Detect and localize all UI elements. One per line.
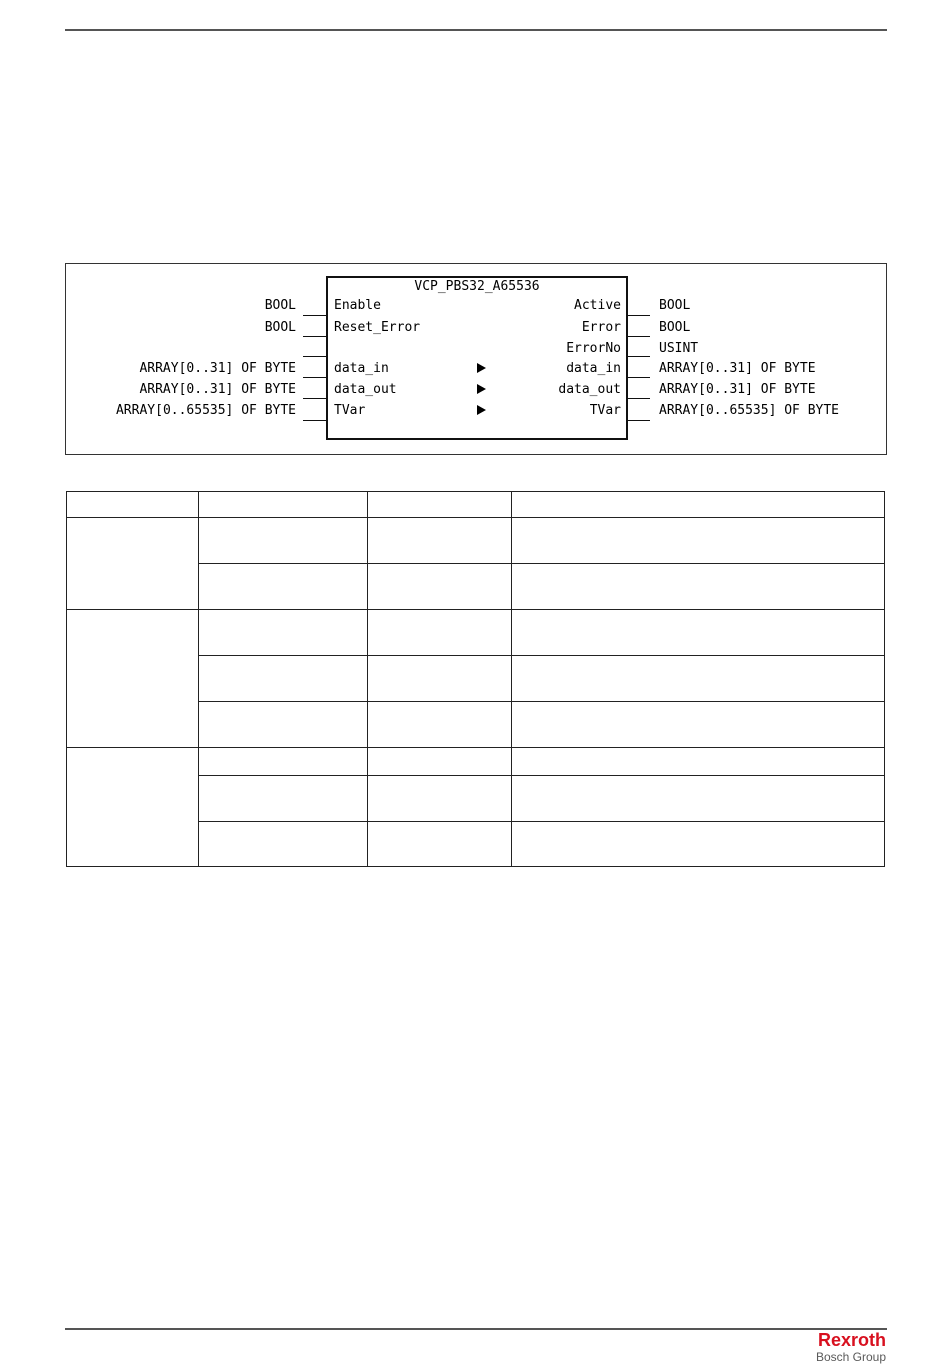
table-cell — [199, 776, 368, 822]
input-pin-line — [303, 336, 326, 337]
table-cell — [512, 702, 885, 748]
input-type-reset-error: BOOL — [264, 320, 296, 335]
table-cell — [512, 822, 885, 867]
output-pin-line — [628, 420, 650, 421]
table-cell — [368, 564, 512, 610]
table-header-cell — [512, 492, 885, 518]
table-cell — [512, 748, 885, 776]
output-pin-line — [628, 377, 650, 378]
output-pin-error: Error — [581, 320, 621, 335]
output-pin-line — [628, 356, 650, 357]
output-type-errorno: USINT — [659, 341, 699, 356]
table-row — [67, 518, 885, 564]
function-block-title: VCP_PBS32_A65536 — [414, 279, 540, 294]
table-cell — [512, 776, 885, 822]
table-header-cell — [67, 492, 199, 518]
output-pin-line — [628, 336, 650, 337]
output-pin-tvar: TVar — [589, 403, 621, 418]
input-pin-reset-error: Reset_Error — [334, 320, 421, 335]
in-out-arrow-icon — [477, 384, 486, 394]
input-pin-enable: Enable — [334, 298, 381, 313]
table-cell — [199, 748, 368, 776]
input-pin-line — [303, 377, 326, 378]
logo-brand: Rexroth — [817, 1330, 886, 1350]
table-header-row — [67, 492, 885, 518]
table-cell — [368, 776, 512, 822]
table-cell — [368, 822, 512, 867]
input-pin-line — [303, 315, 326, 316]
table-row — [67, 748, 885, 776]
output-type-error: BOOL — [659, 320, 691, 335]
table-cell — [199, 518, 368, 564]
table-header-cell — [199, 492, 368, 518]
table-cell — [512, 656, 885, 702]
rexroth-logo — [816, 1330, 886, 1364]
output-pin-line — [628, 398, 650, 399]
output-type-data-out: ARRAY[0..31] OF BYTE — [659, 382, 816, 397]
table-cell — [368, 518, 512, 564]
output-pin-active: Active — [574, 298, 621, 313]
parameter-table — [66, 491, 885, 867]
in-out-arrow-icon — [477, 405, 486, 415]
table-cell — [199, 702, 368, 748]
table-cell — [199, 610, 368, 656]
input-type-tvar: ARRAY[0..65535] OF BYTE — [115, 403, 296, 418]
table-header-cell — [368, 492, 512, 518]
table-cell — [199, 564, 368, 610]
logo-group: Bosch Group — [815, 1350, 886, 1364]
input-type-data-in: ARRAY[0..31] OF BYTE — [139, 361, 296, 376]
table-cell — [368, 748, 512, 776]
input-pin-line — [303, 356, 326, 357]
table-row — [67, 610, 885, 656]
table-cell — [368, 702, 512, 748]
output-type-data-in: ARRAY[0..31] OF BYTE — [659, 361, 816, 376]
table-cell — [368, 610, 512, 656]
table-group-cell — [67, 518, 199, 610]
input-type-enable: BOOL — [264, 298, 296, 313]
table-cell — [512, 518, 885, 564]
output-pin-errorno: ErrorNo — [566, 341, 621, 356]
table-group-cell — [67, 610, 199, 748]
table-group-cell — [67, 748, 199, 867]
output-pin-data-out: data_out — [558, 382, 621, 397]
table-cell — [512, 564, 885, 610]
table-cell — [199, 822, 368, 867]
in-out-arrow-icon — [477, 363, 486, 373]
output-type-tvar: ARRAY[0..65535] OF BYTE — [659, 403, 840, 418]
input-type-data-out: ARRAY[0..31] OF BYTE — [139, 382, 296, 397]
header-rule — [65, 29, 887, 31]
input-pin-data-out: data_out — [334, 382, 397, 397]
table-cell — [512, 610, 885, 656]
table-cell — [199, 656, 368, 702]
table-cell — [368, 656, 512, 702]
input-pin-line — [303, 420, 326, 421]
output-type-active: BOOL — [659, 298, 691, 313]
footer-rule — [65, 1328, 887, 1330]
input-pin-tvar: TVar — [334, 403, 366, 418]
output-pin-data-in: data_in — [566, 361, 621, 376]
input-pin-line — [303, 398, 326, 399]
input-pin-data-in: data_in — [334, 361, 389, 376]
output-pin-line — [628, 315, 650, 316]
